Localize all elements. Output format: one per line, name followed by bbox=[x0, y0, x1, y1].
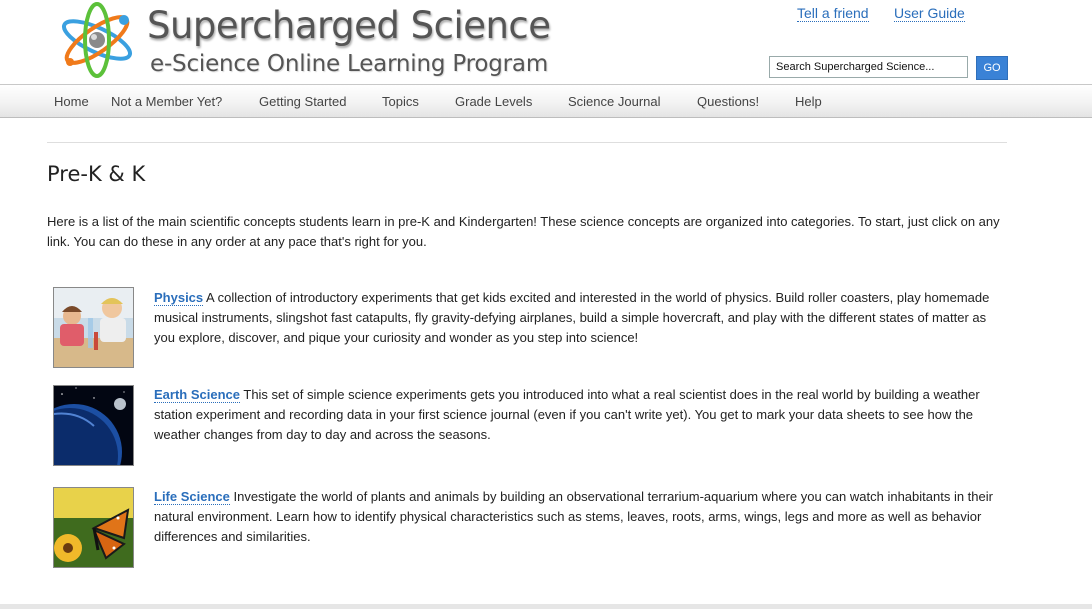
main-nav bbox=[0, 84, 1092, 118]
footer-divider bbox=[0, 604, 1092, 609]
nav-item-grade-levels[interactable]: Grade Levels bbox=[455, 94, 533, 109]
life-science-thumbnail[interactable] bbox=[53, 487, 134, 568]
physics-description: A collection of introductory experiments that get kids excited and interested in the world of physics. Build roller coasters, play homemade musical instruments, slingshot fast catapults, fly gravity-defying airplanes, build a simple hovercraft, and play with the different states of matter as you explore, discover, and pique your curiosity and wonder as you step into science! bbox=[154, 290, 990, 345]
earth-science-description: This set of simple science experiments gets you introduced into what a real scientist does in the real world by building a weather station experiment and recording data in your first science journal (even if you can't write yet). You get to mark your data sheets to see how the weather changes from day to day and across the seasons. bbox=[154, 387, 980, 442]
nav-item-science-journal[interactable]: Science Journal bbox=[568, 94, 661, 109]
physics-thumbnail[interactable] bbox=[53, 287, 134, 368]
tell-a-friend-link[interactable]: Tell a friend bbox=[797, 5, 869, 21]
nav-item-help[interactable]: Help bbox=[795, 94, 822, 109]
physics-entry bbox=[154, 288, 1004, 348]
site-subtitle: e-Science Online Learning Program bbox=[150, 51, 549, 77]
nav-item-topics[interactable]: Topics bbox=[382, 94, 419, 109]
intro-text: Here is a list of the main scientific concepts students learn in pre-K and Kindergarten! These science concepts are organized into categories. To start, just click on any link. You can do these in any order at any pace that's right for you. bbox=[47, 214, 1000, 249]
nav-item-home[interactable]: Home bbox=[54, 94, 89, 109]
physics-link[interactable]: Physics bbox=[154, 290, 204, 305]
divider bbox=[47, 142, 1007, 143]
earth-science-link[interactable]: Earth Science bbox=[154, 387, 240, 402]
life-science-entry bbox=[154, 487, 1004, 547]
nav-item-not-a-member[interactable]: Not a Member Yet? bbox=[111, 94, 223, 109]
earth-science-entry bbox=[154, 385, 1004, 445]
search-input[interactable] bbox=[769, 56, 968, 78]
earth-science-thumbnail[interactable] bbox=[53, 385, 134, 466]
page-title: Pre-K & K bbox=[47, 162, 146, 186]
site-title[interactable]: Supercharged Science bbox=[147, 4, 551, 47]
nav-item-questions[interactable]: Questions! bbox=[697, 94, 760, 109]
nav-item-getting-started[interactable]: Getting Started bbox=[259, 94, 347, 109]
user-guide-link[interactable]: User Guide bbox=[894, 5, 965, 21]
life-science-description: Investigate the world of plants and animals by building an observational terrarium-aquarium where you can watch inhabitants in their natural environment. Learn how to identify physical characteristics such as stems, leaves, roots, arms, wings, legs and more as well as behavior differences and similarities. bbox=[154, 489, 993, 544]
go-button[interactable]: GO bbox=[976, 56, 1008, 80]
atom-logo-icon[interactable] bbox=[58, 0, 136, 80]
life-science-link[interactable]: Life Science bbox=[154, 489, 230, 504]
